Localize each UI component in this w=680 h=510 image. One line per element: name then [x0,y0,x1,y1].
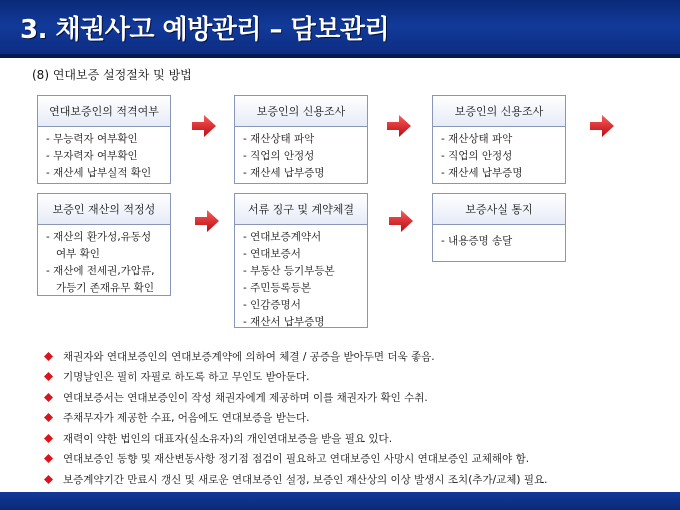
red-diamond-icon [44,434,53,443]
section-subtitle: (8) 연대보증 설정절차 및 방법 [32,68,192,82]
step-box-title: 보증인의 신용조사 [234,95,368,127]
step-item: 여부 확인 [56,248,100,260]
step-box-title: 보증인의 신용조사 [432,95,566,127]
notes-list [44,346,664,490]
list-item [44,469,664,490]
red-right-arrow-icon [193,207,221,235]
step-item: - 연대보증계약서 [243,231,322,243]
red-diamond-icon [44,372,53,381]
step-item: - 재산세 납부증명 [243,167,325,179]
step-box-body [234,224,368,328]
step-item: - 무자력자 여부확인 [46,150,138,162]
step-box-body [432,126,566,184]
step-item: - 재산세 납부증명 [441,167,523,179]
step-item: - 무능력자 여부확인 [46,133,138,145]
step-item: 가등기 존재유무 확인 [56,282,154,294]
step-box-title: 연대보증인의 적격여부 [37,95,171,127]
red-diamond-icon [44,413,53,422]
step-item: - 재산세 납부실적 확인 [46,167,152,179]
red-right-arrow-icon [387,207,415,235]
step-item: - 내용증명 송달 [441,235,513,247]
step-box-body [432,224,566,262]
step-item: - 연대보증서 [243,248,301,260]
step-item: - 인감증명서 [243,299,301,311]
note-text: 채권자와 연대보증인의 연대보증계약에 의하여 체결 / 공증을 받아두면 더욱 좋음. [63,350,435,363]
note-text: 연대보증인 동향 및 재산변동사항 정기점 점검이 필요하고 연대보증인 사망시 연대보증인 교체해야 함. [63,453,530,466]
step-box-title: 서류 징구 및 계약체결 [234,193,368,225]
footer-bar [0,492,680,510]
step-item: - 재산의 환가성,유동성 [46,231,152,243]
note-text: 주채무자가 제공한 수표, 어음에도 연대보증을 받는다. [63,412,310,425]
step-box-body [37,126,171,184]
list-item [44,449,664,470]
list-item [44,428,664,449]
step-box-body [37,224,171,296]
step-item: - 재산상태 파악 [243,133,315,145]
note-text: 연대보증서는 연대보증인이 작성 채권자에게 제공하며 이를 채권자가 확인 수취. [63,391,428,404]
red-right-arrow-icon [588,112,616,140]
red-right-arrow-icon [385,112,413,140]
red-right-arrow-icon [190,112,218,140]
step-item: - 주민등록등본 [243,282,311,294]
red-diamond-icon [44,475,53,484]
step-box-title: 보증인 재산의 적정성 [37,193,171,225]
list-item [44,346,664,367]
step-box-title: 보증사실 통지 [432,193,566,225]
note-text: 재력이 약한 법인의 대표자(실소유자)의 개인연대보증을 받을 필요 있다. [63,432,393,445]
note-text: 보증계약기간 만료시 갱신 및 새로운 연대보증인 설정, 보증인 재산상의 이상 발생시 조치(추가/교체) 필요. [63,473,548,486]
step-item: - 직업의 안정성 [243,150,315,162]
note-text: 기명날인은 필히 자필로 하도록 하고 무인도 받아둔다. [63,371,310,384]
red-diamond-icon [44,393,53,402]
step-item: - 재산상태 파악 [441,133,513,145]
page-title: 3. 채권사고 예방관리 – 담보관리 [20,15,390,45]
step-item: - 부동산 등기부등본 [243,265,335,277]
header-bar [0,0,680,58]
step-item: - 재산에 전세권,가압류, [46,265,155,277]
step-box-body [234,126,368,184]
list-item [44,367,664,388]
list-item [44,387,664,408]
step-item: - 재산서 납부증명 [243,316,325,328]
list-item [44,408,664,429]
red-diamond-icon [44,352,53,361]
step-item: - 직업의 안정성 [441,150,513,162]
red-diamond-icon [44,454,53,463]
